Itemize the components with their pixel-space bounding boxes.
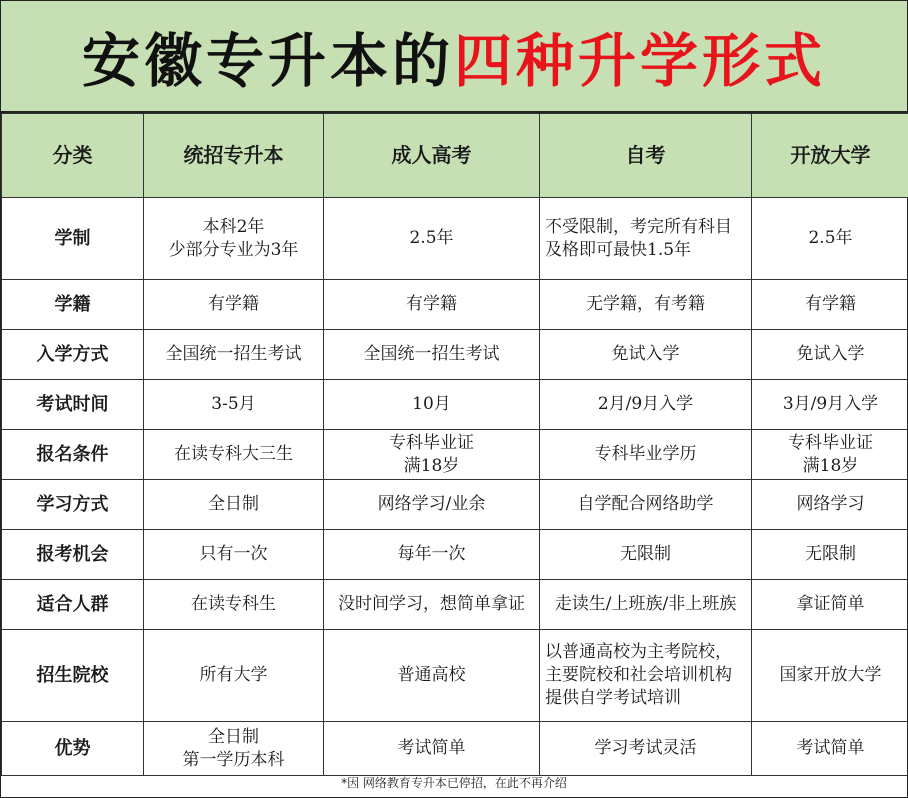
table-cell: 在读专科生 [144, 580, 324, 630]
table-cell: 2.5年 [324, 198, 540, 280]
table-cell: 10月 [324, 380, 540, 430]
table-header-row [2, 114, 908, 198]
row-label: 入学方式 [2, 330, 144, 380]
table-cell: 以普通高校为主考院校， 主要院校和社会培训机构 提供自学考试培训 [540, 630, 752, 722]
table-row [2, 280, 908, 330]
table-cell: 免试入学 [752, 330, 908, 380]
footnote: *因 网络教育专升本已停招，在此不再介绍 [341, 776, 567, 790]
header-unified-upgrade: 统招专升本 [144, 114, 324, 198]
table-cell: 所有大学 [144, 630, 324, 722]
table-cell: 无学籍，有考籍 [540, 280, 752, 330]
table-cell: 专科毕业证 满18岁 [752, 430, 908, 480]
table-cell: 考试简单 [752, 722, 908, 776]
header-self-study-exam: 自考 [540, 114, 752, 198]
table-cell: 每年一次 [324, 530, 540, 580]
table-cell: 2月/9月入学 [540, 380, 752, 430]
table-row [2, 430, 908, 480]
table-cell: 不受限制，考完所有科目 及格即可最快1.5年 [540, 198, 752, 280]
header-open-university: 开放大学 [752, 114, 908, 198]
table-row [2, 630, 908, 722]
row-label: 学习方式 [2, 480, 144, 530]
table-cell: 网络学习/业余 [324, 480, 540, 530]
table-cell: 普通高校 [324, 630, 540, 722]
table-cell: 全日制 第一学历本科 [144, 722, 324, 776]
table-cell: 3-5月 [144, 380, 324, 430]
row-label: 学制 [2, 198, 144, 280]
row-label: 报名条件 [2, 430, 144, 480]
table-cell: 有学籍 [144, 280, 324, 330]
title-accent: 四种升学形式 [454, 27, 827, 95]
table-row [2, 480, 908, 530]
table-cell: 免试入学 [540, 330, 752, 380]
table-cell: 学习考试灵活 [540, 722, 752, 776]
table-cell: 本科2年 少部分专业为3年 [144, 198, 324, 280]
table-cell: 全国统一招生考试 [144, 330, 324, 380]
table-row [2, 380, 908, 430]
table-cell: 有学籍 [752, 280, 908, 330]
table-cell: 有学籍 [324, 280, 540, 330]
row-label: 考试时间 [2, 380, 144, 430]
table-cell: 2.5年 [752, 198, 908, 280]
comparison-table [1, 113, 908, 776]
page-title [1, 1, 907, 113]
table-cell: 网络学习 [752, 480, 908, 530]
row-label: 报考机会 [2, 530, 144, 580]
table-row [2, 580, 908, 630]
title-main: 安徽专升本的 [81, 27, 454, 95]
table-cell: 专科毕业证 满18岁 [324, 430, 540, 480]
table-cell: 在读专科大三生 [144, 430, 324, 480]
table-cell: 无限制 [540, 530, 752, 580]
table-row [2, 330, 908, 380]
table-cell: 专科毕业学历 [540, 430, 752, 480]
table-row [2, 530, 908, 580]
table-cell: 考试简单 [324, 722, 540, 776]
table-cell: 无限制 [752, 530, 908, 580]
table-cell: 走读生/上班族/非上班族 [540, 580, 752, 630]
row-label: 适合人群 [2, 580, 144, 630]
header-category: 分类 [2, 114, 144, 198]
table-cell: 国家开放大学 [752, 630, 908, 722]
table-cell: 自学配合网络助学 [540, 480, 752, 530]
table-cell: 全国统一招生考试 [324, 330, 540, 380]
row-label: 学籍 [2, 280, 144, 330]
table-cell: 拿证简单 [752, 580, 908, 630]
table-row [2, 722, 908, 776]
table-row [2, 198, 908, 280]
table-cell: 只有一次 [144, 530, 324, 580]
table-cell: 3月/9月入学 [752, 380, 908, 430]
table-cell: 全日制 [144, 480, 324, 530]
row-label: 招生院校 [2, 630, 144, 722]
table-cell: 没时间学习，想简单拿证 [324, 580, 540, 630]
header-adult-exam: 成人高考 [324, 114, 540, 198]
row-label: 优势 [2, 722, 144, 776]
